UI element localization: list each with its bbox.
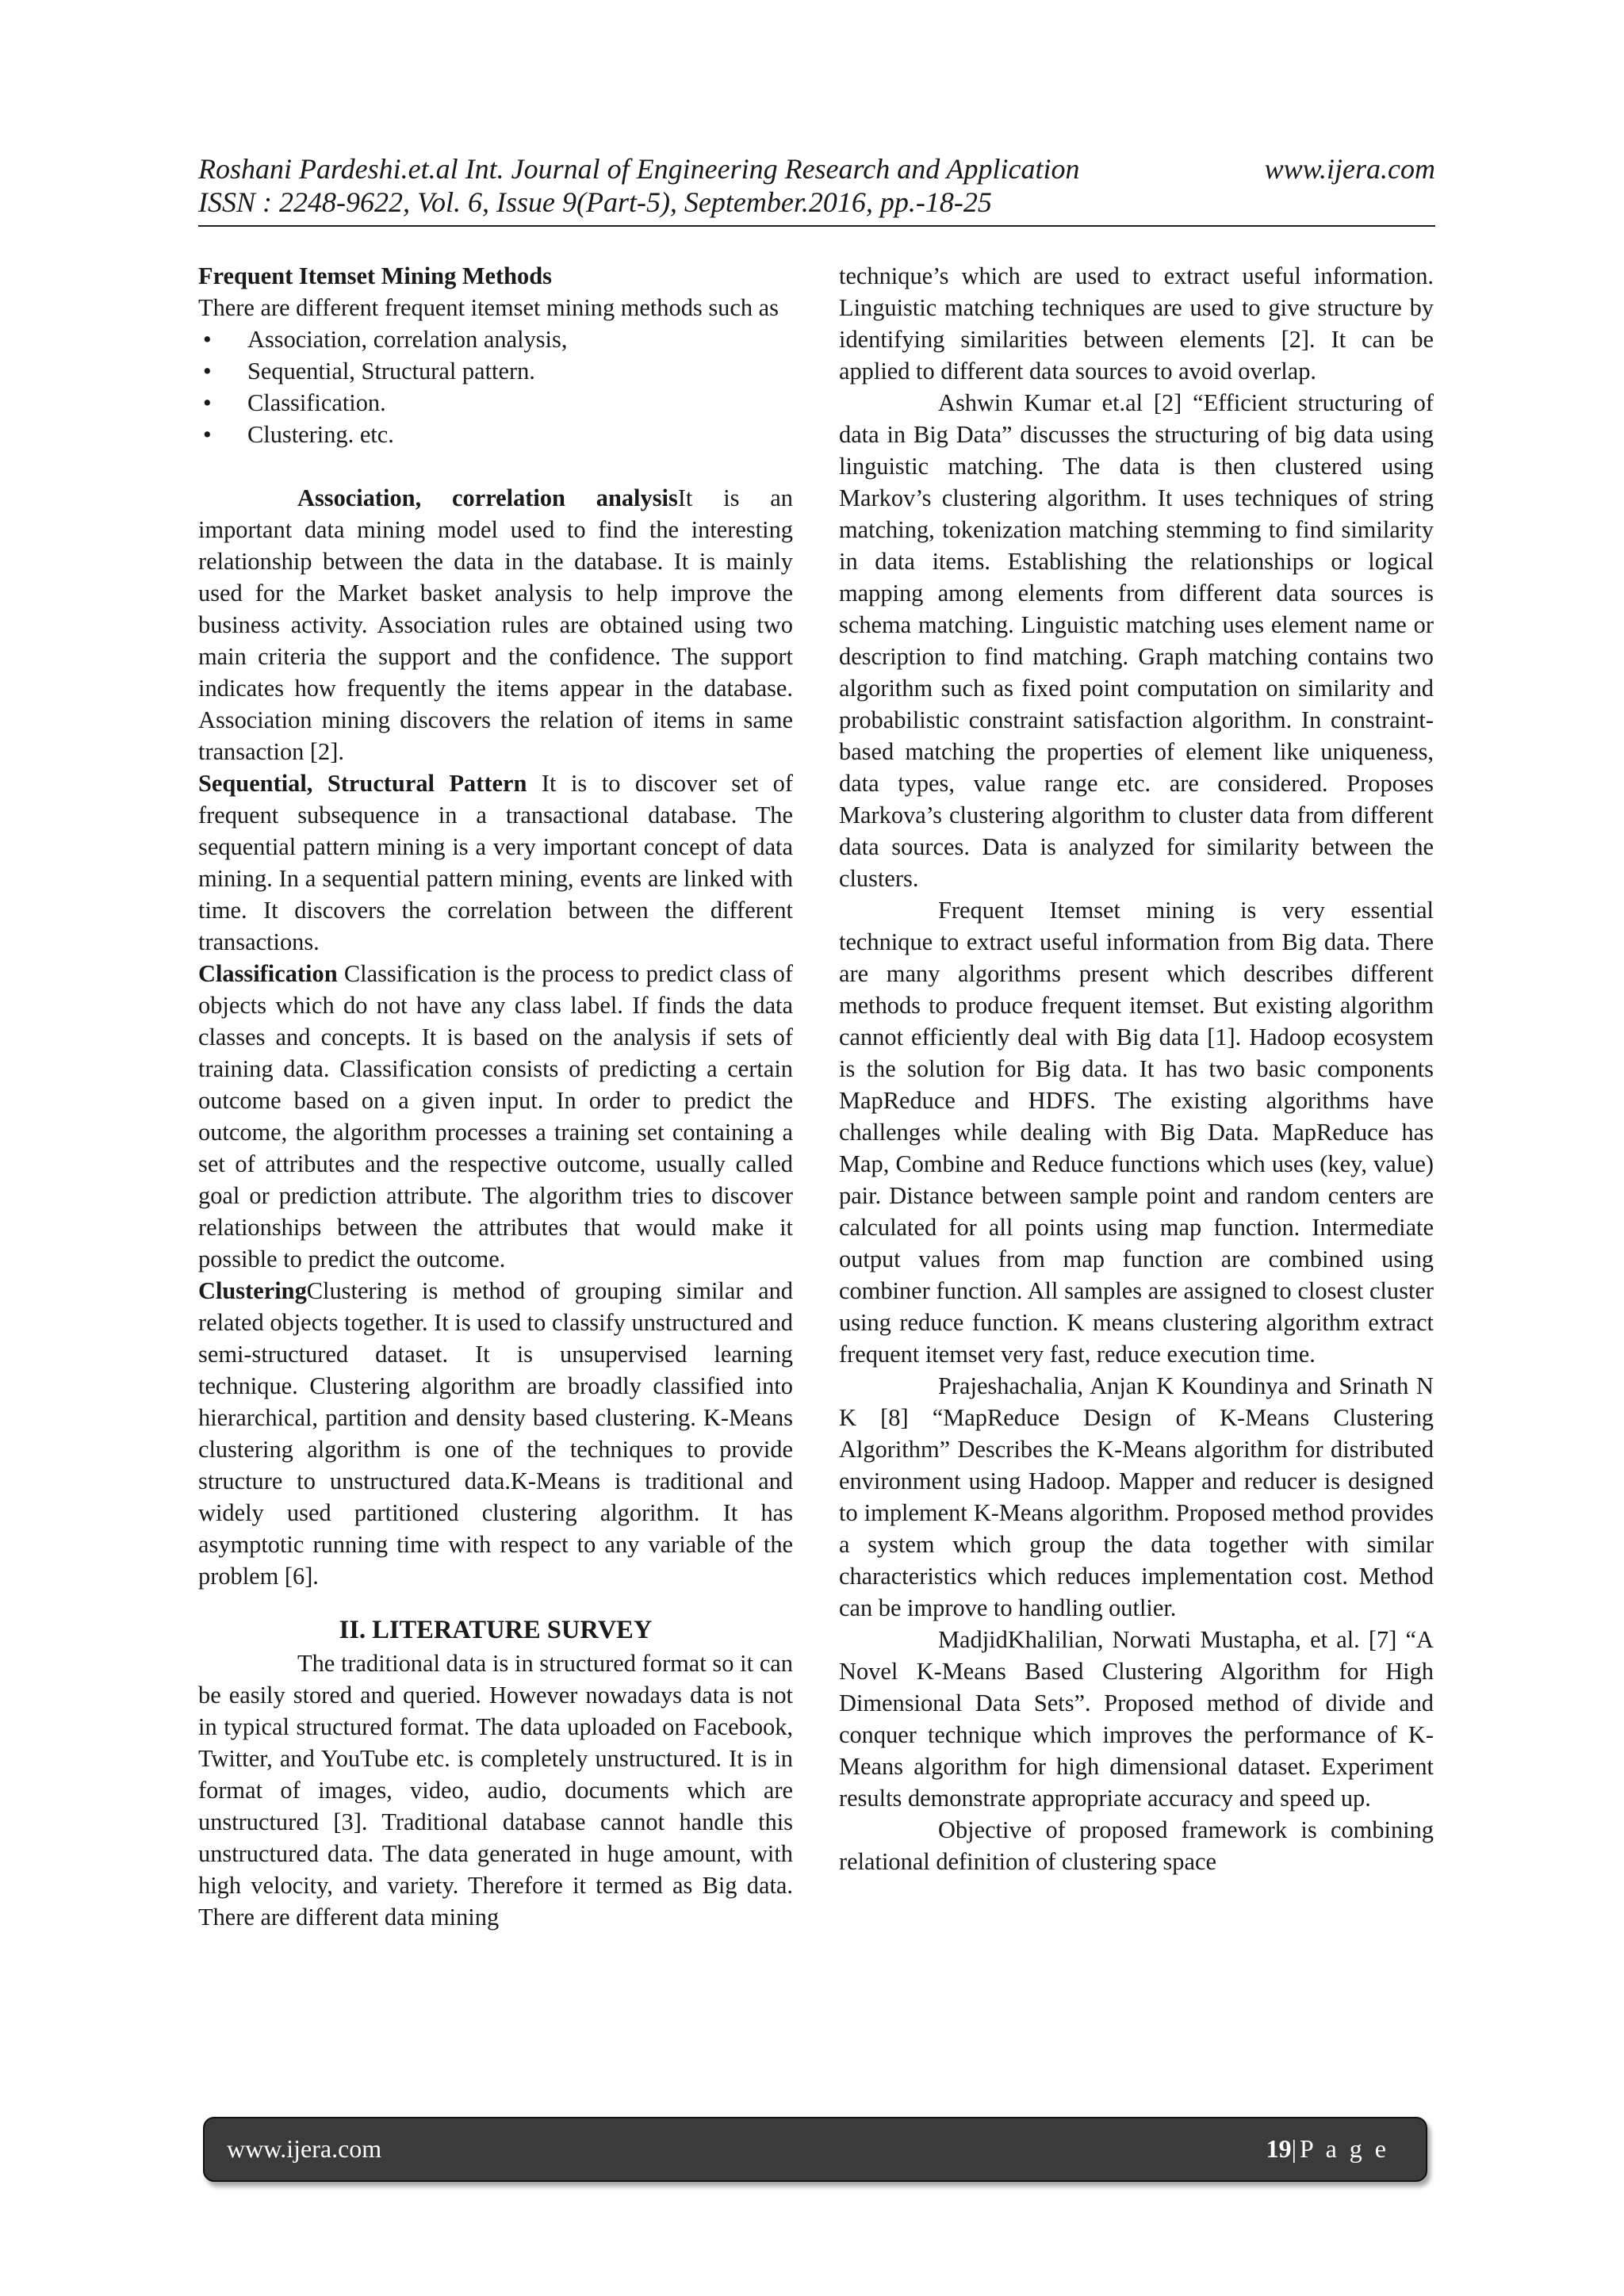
paragraph: Prajeshachalia, Anjan K Koundinya and Srinath N K [8] “MapReduce Design of K-Means Clustering Algorithm” Describes the K-Means algorithm for distributed environment using Hadoop. Mapper and reducer is designed to implement K-Means algorithm. Proposed method provides a system which group the data together with similar characteristics which reduces implementation cost. Method can be improve to handling outlier. — [839, 1372, 1434, 1621]
clustering-title: Clustering — [198, 1277, 307, 1304]
paragraph: technique’s which are used to extract useful information. Linguistic matching techniques are used to give structure by identifying similarities between elements [2]. It can be applied to different data sources to avoid overlap. — [839, 262, 1434, 385]
methods-list — [198, 323, 793, 450]
paragraph: MadjidKhalilian, Norwati Mustapha, et al. [7] “A Novel K-Means Based Clustering Algorithm for High Dimensional Data Sets”. Proposed method of divide and conquer technique which improves the performance of K-Means algorithm for high dimensional dataset. Experiment results demonstrate appropriate accuracy and speed up. — [839, 1626, 1434, 1812]
association-paragraph: Association, correlation analysisIt is an important data mining model used to find the interesting relationship between the data in the database. It is mainly used for the Market basket analysis to help improve the business activity. Association rules are obtained using two main criteria the support and the confidence. The support indicates how frequently the items appear in the database. Association mining discovers the relation of items in same transaction [2]. — [198, 484, 793, 765]
list-item: • Clustering. etc. — [198, 419, 793, 450]
classification-paragraph: Classification Classification is the process to predict class of objects which do not have any class label. If finds the data classes and concepts. It is based on the analysis if sets of training data. Classification consists of predicting a certain outcome based on a given input. In order to predict the outcome, the algorithm processes a training set containing a set of attributes and the respective outcome, usually called goal or prediction attribute. The algorithm tries to discover relationships between the attributes that would make it possible to predict the outcome. — [198, 960, 793, 1272]
classification-title: Classification — [198, 960, 338, 987]
footer-website: www.ijera.com — [227, 2134, 382, 2163]
bullet-icon: • — [203, 389, 212, 416]
list-item: • Sequential, Structural pattern. — [198, 355, 793, 387]
header-rule — [198, 225, 1435, 227]
spacer — [198, 450, 793, 482]
page-footer — [203, 2117, 1427, 2182]
paragraph: Ashwin Kumar et.al [2] “Efficient structuring of data in Big Data” discusses the structuring of big data using linguistic matching. The data is then clustered using Markov’s clustering algorithm. It uses techniques of string matching, tokenization matching stemming to find similarity in data items. Establishing the relationships or logical mapping among elements from different data sources is schema matching. Linguistic matching uses element name or description to find matching. Graph matching contains two algorithm such as fixed point computation on similarity and probabilistic constraint satisfaction algorithm. In constraint- based matching the properties of element like uniqueness, data types, value range etc. are considered. Proposes Markova’s clustering algorithm to cluster data from different data sources. Data is analyzed for similarity between the clusters. — [839, 389, 1434, 892]
bullet-icon: • — [203, 421, 212, 448]
paragraph: Objective of proposed framework is combining relational definition of clustering space — [839, 1816, 1434, 1875]
list-item: • Association, correlation analysis, — [198, 323, 793, 355]
association-title: Association, correlation analysis — [297, 484, 678, 511]
list-item: • Classification. — [198, 387, 793, 419]
right-column — [839, 260, 1434, 1877]
methods-heading: Frequent Itemset Mining Methods — [198, 262, 552, 289]
running-header — [198, 152, 1435, 219]
survey-paragraph: The traditional data is in structured format so it can be easily stored and queried. However nowadays data is not in typical structured format. The data uploaded on Facebook, Twitter, and YouTube etc. is completely unstructured. It is in format of images, video, audio, documents which are unstructured [3]. Traditional database cannot handle this unstructured data. The data generated in huge amount, with high velocity, and variety. Therefore it termed as Big data. There are different data mining — [198, 1650, 793, 1931]
clustering-paragraph: ClusteringClustering is method of grouping similar and related objects together. It is used to classify unstructured and semi-structured dataset. It is unsupervised learning technique. Clustering algorithm are broadly classified into hierarchical, partition and density based clustering. K-Means clustering algorithm is one of the techniques to provide structure to unstructured data.K-Means is traditional and widely used partitioned clustering algorithm. It has asymptotic running time with respect to any variable of the problem [6]. — [198, 1277, 793, 1590]
issue-info: ISSN : 2248-9622, Vol. 6, Issue 9(Part-5), September.2016, pp.-18-25 — [198, 186, 992, 218]
sequential-paragraph: Sequential, Structural Pattern It is to discover set of frequent subsequence in a transactional database. The sequential pattern mining is a very important concept of data mining. In a sequential pattern mining, events are linked with time. It discovers the correlation between the different transactions. — [198, 770, 793, 955]
page-number: 19|P a g e — [1266, 2134, 1389, 2163]
sequential-title: Sequential, Structural Pattern — [198, 770, 527, 797]
bullet-icon: • — [203, 326, 212, 353]
left-column — [198, 260, 793, 1933]
methods-intro: There are different frequent itemset mining methods such as — [198, 294, 779, 321]
literature-survey-heading: II. LITERATURE SURVEY — [339, 1616, 653, 1644]
journal-citation: Roshani Pardeshi.et.al Int. Journal of Engineering Research and Application — [198, 153, 1080, 185]
journal-website: www.ijera.com — [1264, 153, 1435, 185]
bullet-icon: • — [203, 358, 212, 385]
paragraph: Frequent Itemset mining is very essential technique to extract useful information from Big data. There are many algorithms present which describes different methods to produce frequent itemset. But existing algorithm cannot efficiently deal with Big data [1]. Hadoop ecosystem is the solution for Big data. It has two basic components MapReduce and HDFS. The existing algorithms have challenges while dealing with Big Data. MapReduce has Map, Combine and Reduce functions which uses (key, value) pair. Distance between sample point and random centers are calculated for all points using map function. Intermediate output values from map function are combined using combiner function. All samples are assigned to closest cluster using reduce function. K means clustering algorithm extract frequent itemset very fast, reduce execution time. — [839, 897, 1434, 1368]
